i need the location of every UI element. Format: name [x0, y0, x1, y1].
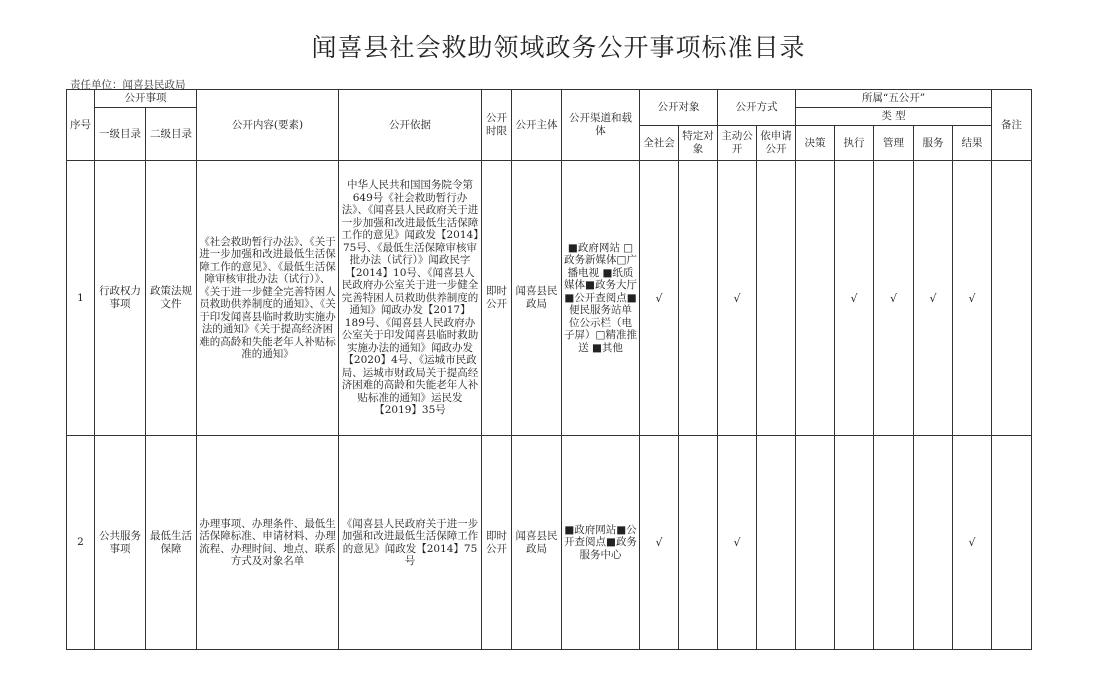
cell-content: 《社会救助暂行办法》、《关于进一步加强和改进最低生活保障工作的意见》、《最低生活保障审核审批办法（试行）》、《关于进一步健全完善特困人员救助供养制度的通知》、《关于印发闻喜县临时救助实施办法的通知》《关于提高经济困难的高龄和失能老年人补贴标准的通知》: [197, 161, 339, 436]
cell-five-decision: [796, 436, 835, 650]
cell-method-request: [757, 161, 796, 436]
header-five-service: 服务: [914, 126, 953, 161]
cell-level1: 公共服务事项: [95, 436, 146, 650]
catalog-table: [66, 89, 1032, 650]
cell-five-service: [914, 436, 953, 650]
cell-five-execution: √: [835, 161, 874, 436]
header-subject: 公开主体: [512, 90, 562, 161]
cell-target-specific: [679, 161, 718, 436]
header-five-type: 类 型: [796, 108, 992, 126]
cell-time-limit: 即时公开: [482, 436, 512, 650]
header-basis: 公开依据: [339, 90, 482, 161]
cell-subject: 闻喜县民政局: [512, 161, 562, 436]
cell-method-request: [757, 436, 796, 650]
header-channel: 公开渠道和载体: [562, 90, 640, 161]
header-remark: 备注: [992, 90, 1032, 161]
cell-method-active: √: [718, 436, 757, 650]
header-method-active: 主动公开: [718, 126, 757, 161]
cell-channel: ■政府网站 □政务新媒体□广播电视 ■纸质媒体■政务大厅 ■公开查阅点■便民服务站单位公示栏（电子屏）□精准推送 ■其他: [562, 161, 640, 436]
cell-target-specific: [679, 436, 718, 650]
cell-target-all: √: [640, 436, 679, 650]
cell-method-active: √: [718, 161, 757, 436]
header-time-limit: 公开时限: [482, 90, 512, 161]
cell-five-decision: [796, 161, 835, 436]
header-target-specific: 特定对象: [679, 126, 718, 161]
cell-channel: ■政府网站■公开查阅点■政务服务中心: [562, 436, 640, 650]
cell-seq: 2: [67, 436, 95, 650]
header-level2: 二级目录: [146, 108, 197, 161]
cell-five-management: [874, 436, 914, 650]
responsible-unit: 责任单位：闻喜县民政局: [70, 79, 186, 91]
header-target-all: 全社会: [640, 126, 679, 161]
header-five-execution: 执行: [835, 126, 874, 161]
cell-target-all: √: [640, 161, 679, 436]
cell-remark: [992, 436, 1032, 650]
table-row: [67, 161, 1032, 436]
header-five-management: 管理: [874, 126, 914, 161]
header-method-group: 公开方式: [718, 90, 796, 126]
header-method-request: 依申请公开: [757, 126, 796, 161]
cell-basis: 中华人民共和国国务院令第649号《社会救助暂行办法》、《闻喜县人民政府关于进一步加强和改进最低生活保障工作的意见》闻政发【2014】75号、《最低生活保障审核审批办法（试行）》闻政民字【2014】10号、《闻喜县人民政府办公室关于进一步健全完善特困人员救助供养制度的通知》闻政办发【2017】189号、《闻喜县人民政府办公室关于印发闻喜县临时救助实施办法的通知》闻政办发【2020】4号、《运城市民政局、运城市财政局关于提高经济困难的高龄和失能老年人补贴标准的通知》运民发【2019】35号: [339, 161, 482, 436]
cell-level2: 最低生活保障: [146, 436, 197, 650]
cell-five-execution: [835, 436, 874, 650]
cell-subject: 闻喜县民政局: [512, 436, 562, 650]
cell-remark: [992, 161, 1032, 436]
header-five-group: 所属“五公开”: [796, 90, 992, 108]
header-content: 公开内容(要素): [197, 90, 339, 161]
table-row: [67, 436, 1032, 650]
header-five-decision: 决策: [796, 126, 835, 161]
cell-five-result: √: [953, 161, 992, 436]
cell-five-management: √: [874, 161, 914, 436]
cell-time-limit: 即时公开: [482, 161, 512, 436]
cell-level2: 政策法规文件: [146, 161, 197, 436]
header-item-group: 公开事项: [95, 90, 197, 108]
cell-level1: 行政权力事项: [95, 161, 146, 436]
cell-content: 办理事项、办理条件、最低生活保障标准、申请材料、办理流程、办理时间、地点、联系方式及对象名单: [197, 436, 339, 650]
header-level1: 一级目录: [95, 108, 146, 161]
cell-basis: 《闻喜县人民政府关于进一步加强和改进最低生活保障工作的意见》闻政发【2014】75号: [339, 436, 482, 650]
cell-five-result: √: [953, 436, 992, 650]
header-target-group: 公开对象: [640, 90, 718, 126]
header-five-result: 结果: [953, 126, 992, 161]
header-seq: 序号: [67, 90, 95, 161]
cell-seq: 1: [67, 161, 95, 436]
cell-five-service: √: [914, 161, 953, 436]
page-title: 闻喜县社会救助领域政务公开事项标准目录: [311, 33, 806, 62]
